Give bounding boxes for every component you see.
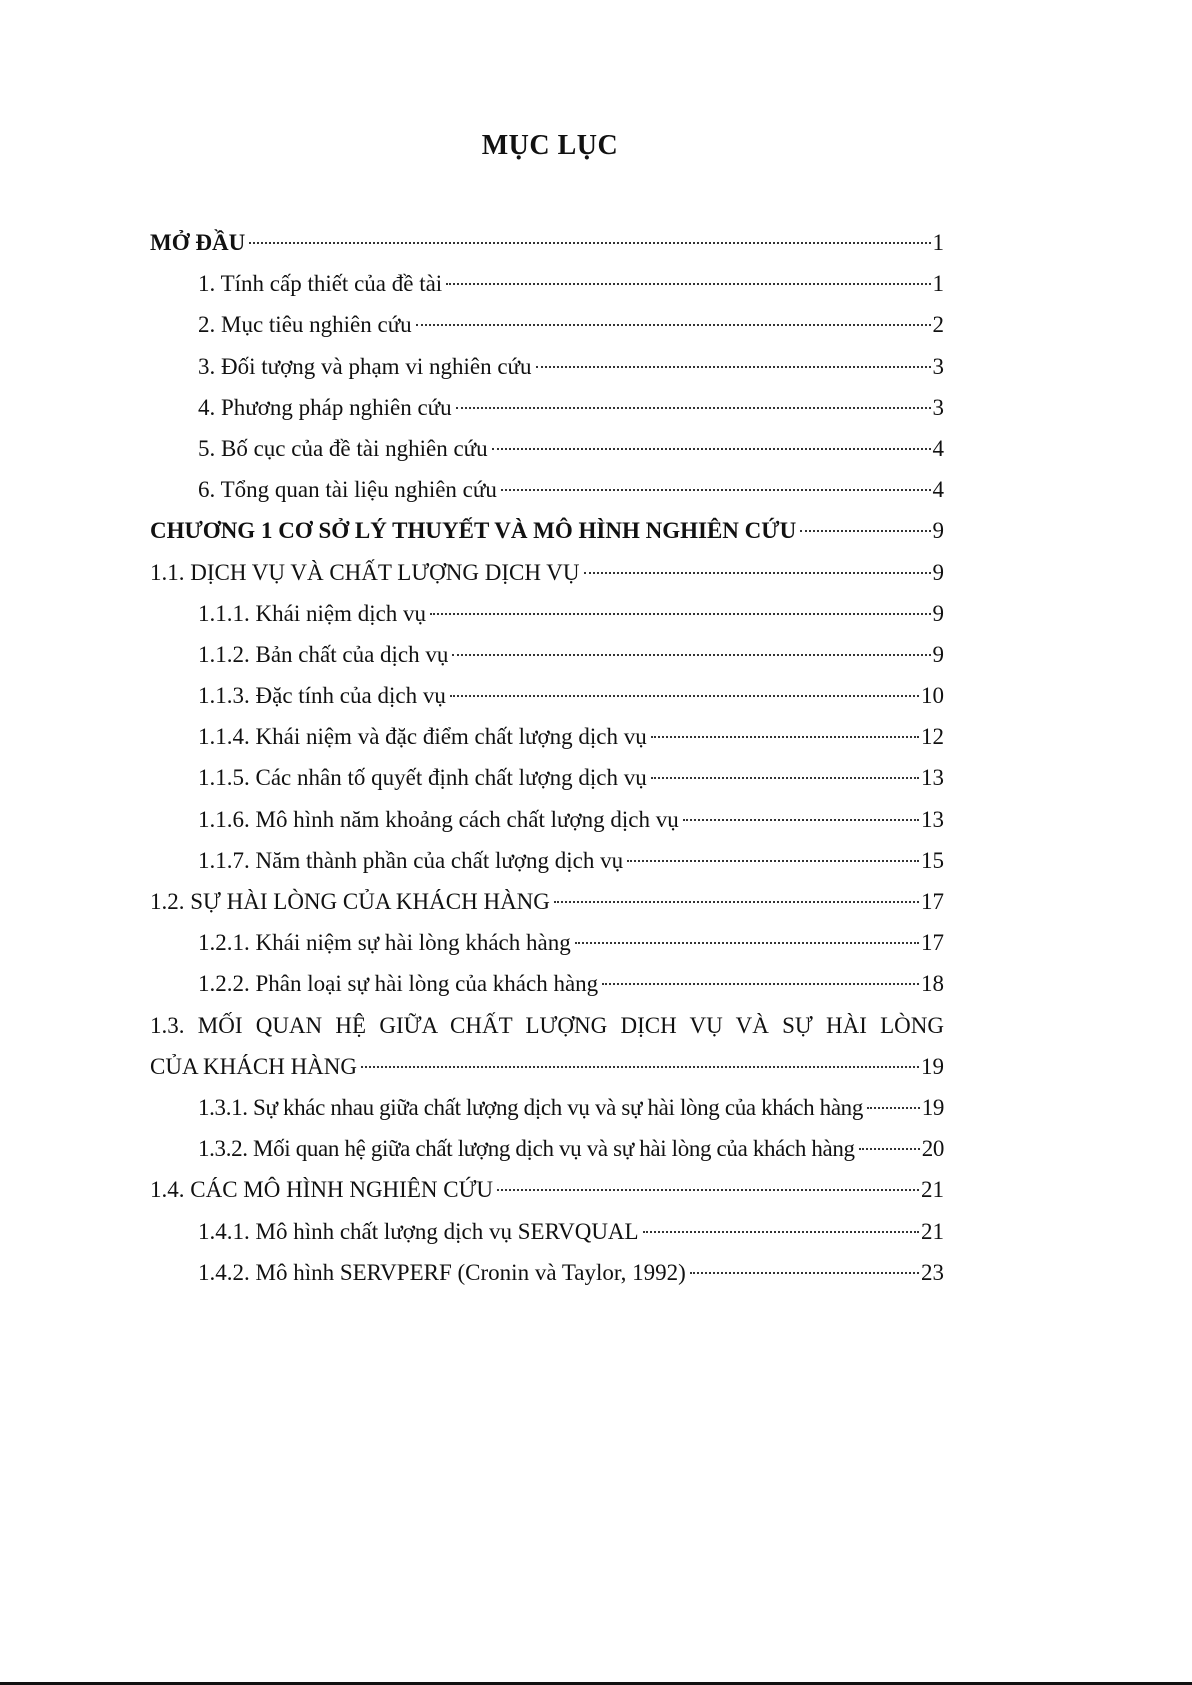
toc-entry-mo-dau[interactable] [150,222,944,263]
toc-entry-label: 6. Tổng quan tài liệu nghiên cứu [198,477,497,503]
toc-entry-page: 4 [932,435,944,461]
toc-entry-tong-quan[interactable] [150,469,944,510]
leader-dots [361,1066,919,1068]
toc-entry-label: 1.1.3. Đặc tính của dịch vụ [198,683,446,709]
toc-entry-page: 9 [932,600,944,626]
toc-entry-1-1-1[interactable] [150,593,944,634]
toc-entry-label-line1: 1.3. MỐI QUAN HỆ GIỮA CHẤT LƯỢNG DỊCH VỤ VÀ SỰ HÀI LÒNG [150,1012,944,1038]
leader-dots [584,572,931,574]
toc-entry-page: 19 [921,1053,944,1079]
toc-entry-1-3-1[interactable] [150,1087,944,1128]
toc-entry-page: 9 [932,641,944,667]
leader-dots [575,942,919,944]
toc-entry-label: 1. Tính cấp thiết của đề tài [198,271,443,297]
leader-dots [501,489,931,491]
toc-entry-label: 2. Mục tiêu nghiên cứu [198,312,412,338]
leader-dots [456,407,931,409]
toc-entry-page: 3 [932,394,944,420]
leader-dots [643,1231,919,1233]
toc-entry-page: 3 [932,353,944,379]
toc-entry-page: 1 [932,271,944,297]
leader-dots [651,736,919,738]
toc-entry-label: 1.3.2. Mối quan hệ giữa chất lượng dịch vụ và sự hài lòng của khách hàng [198,1136,855,1162]
leader-dots [497,1189,919,1191]
toc-entry-1-1-3[interactable] [150,675,944,716]
toc-entry-1-1-7[interactable] [150,840,944,881]
toc-entry-1-1-5[interactable] [150,757,944,798]
toc-entry-label: 1.1.5. Các nhân tố quyết định chất lượng dịch vụ [198,765,647,791]
leader-dots [602,983,919,985]
leader-dots [452,654,930,656]
toc-entry-page: 1 [932,230,944,255]
toc-entry-label: 4. Phương pháp nghiên cứu [198,394,452,420]
toc-entry-tinh-cap-thiet[interactable] [150,263,944,304]
toc-entry-page: 13 [921,806,944,832]
toc-entry-chuong-1[interactable] [150,510,944,551]
toc-entry-label: 1.4.1. Mô hình chất lượng dịch vụ SERVQUAL [198,1218,639,1244]
toc-entry-label: 1.1.4. Khái niệm và đặc điểm chất lượng dịch vụ [198,724,647,750]
leader-dots [690,1272,919,1274]
toc-entry-1-1-4[interactable] [150,716,944,757]
leader-dots [627,860,919,862]
toc-entry-1-2-2[interactable] [150,963,944,1004]
toc-entry-line2 [150,1046,944,1087]
toc-entry-1-2[interactable] [150,881,944,922]
toc-entry-label: 1.1. DỊCH VỤ VÀ CHẤT LƯỢNG DỊCH VỤ [150,559,580,585]
toc-entry-1-1-2[interactable] [150,634,944,675]
toc-entry-1-1[interactable] [150,552,944,593]
toc-entry-label: 1.1.7. Năm thành phần của chất lượng dịch vụ [198,847,624,873]
toc-entry-label: MỞ ĐẦU [150,230,246,255]
leader-dots [249,242,930,244]
toc-entry-page: 20 [921,1136,944,1162]
toc-entry-page: 21 [921,1218,944,1244]
toc-entry-page: 23 [921,1259,944,1285]
toc-entry-phuong-phap[interactable] [150,387,944,428]
leader-dots [800,530,930,532]
toc-entry-1-4[interactable] [150,1169,944,1210]
leader-dots [430,613,930,615]
toc-entry-page: 17 [921,889,944,914]
toc-entry-label-line2: CỦA KHÁCH HÀNG [150,1053,358,1079]
toc-entry-page: 2 [932,312,944,338]
toc-entry-label: 1.4.2. Mô hình SERVPERF (Cronin và Taylor, 1992) [198,1259,686,1285]
toc-entry-page: 13 [921,765,944,791]
toc-entry-page: 21 [921,1177,944,1203]
toc-entry-1-2-1[interactable] [150,922,944,963]
toc-entry-page: 12 [921,724,944,750]
leader-dots [867,1107,920,1109]
toc-entry-doi-tuong[interactable] [150,346,944,387]
toc-entry-page: 18 [921,971,944,997]
toc-entry-1-4-1[interactable] [150,1211,944,1252]
leader-dots [554,901,919,903]
leader-dots [651,777,919,779]
toc-entry-label: 1.2.1. Khái niệm sự hài lòng khách hàng [198,930,571,956]
leader-dots [859,1148,920,1150]
toc-entry-label: 1.2.2. Phân loại sự hài lòng của khách hàng [198,971,599,997]
toc-entry-page: 15 [921,847,944,873]
toc-entry-label: 1.1.1. Khái niệm dịch vụ [198,600,427,626]
toc-entry-1-1-6[interactable] [150,799,944,840]
toc-entry-label: 1.1.2. Bản chất của dịch vụ [198,641,449,667]
table-of-contents [150,222,944,1293]
leader-dots [416,324,931,326]
toc-entry-1-3-2[interactable] [150,1128,944,1169]
toc-entry-label: CHƯƠNG 1 CƠ SỞ LÝ THUYẾT VÀ MÔ HÌNH NGHIÊN CỨU [150,518,797,544]
toc-entry-bo-cuc[interactable] [150,428,944,469]
leader-dots [536,366,931,368]
leader-dots [446,283,930,285]
toc-entry-label: 5. Bố cục của đề tài nghiên cứu [198,435,488,461]
toc-entry-page: 4 [932,477,944,503]
toc-entry-label: 1.2. SỰ HÀI LÒNG CỦA KHÁCH HÀNG [150,889,550,914]
toc-entry-label: 1.3.1. Sự khác nhau giữa chất lượng dịch vụ và sự hài lòng của khách hàng [198,1094,863,1120]
toc-entry-label: 1.4. CÁC MÔ HÌNH NGHIÊN CỨU [150,1177,494,1203]
leader-dots [450,695,919,697]
toc-entry-page: 9 [932,518,944,544]
toc-entry-page: 19 [921,1094,944,1120]
toc-title: MỤC LỤC [481,130,619,161]
toc-entry-page: 9 [932,559,944,585]
toc-entry-muc-tieu[interactable] [150,304,944,345]
toc-entry-label: 3. Đối tượng và phạm vi nghiên cứu [198,353,532,379]
toc-entry-1-3[interactable] [150,1005,944,1087]
toc-entry-page: 10 [921,683,944,709]
toc-entry-page: 17 [921,930,944,956]
leader-dots [683,819,919,821]
toc-entry-1-4-2[interactable] [150,1252,944,1293]
toc-entry-label: 1.1.6. Mô hình năm khoảng cách chất lượng dịch vụ [198,806,679,832]
leader-dots [492,448,931,450]
